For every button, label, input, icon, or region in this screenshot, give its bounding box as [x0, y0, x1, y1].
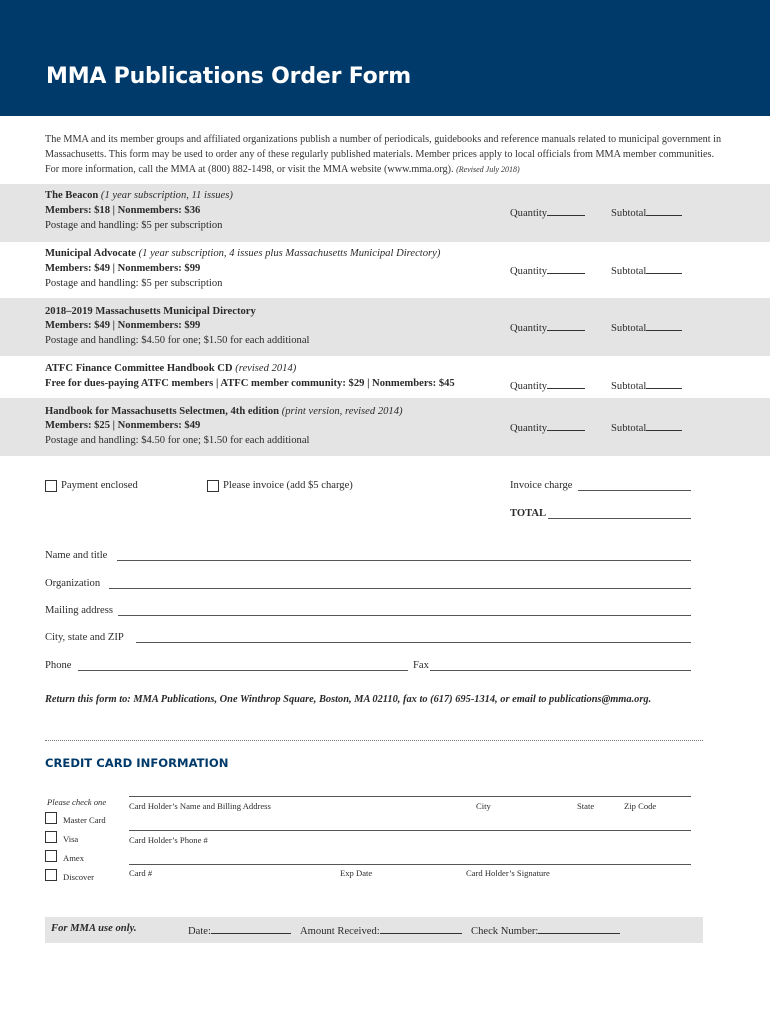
credit-card-title: CREDIT CARD INFORMATION	[45, 756, 229, 770]
total-field[interactable]	[548, 518, 691, 519]
check-one-label: Please check one	[47, 797, 107, 807]
pub-prices: Members: $49 | Nonmembers: $99	[45, 320, 201, 331]
visa-label: Visa	[63, 834, 79, 844]
holder-name-field[interactable]	[129, 796, 691, 797]
pub-title-line	[45, 363, 296, 374]
city-state-zip-label: City, state and ZIP	[45, 632, 124, 643]
pub-postage: Postage and handling: $5 per subscription	[45, 278, 223, 289]
pub-prices: Free for dues-paying ATFC members | ATFC member community: $29 | Nonmembers: $45	[45, 378, 455, 389]
mma-use-footer	[45, 917, 703, 943]
amex-checkbox[interactable]	[45, 850, 57, 862]
pub-note: (print version, revised 2014)	[281, 406, 403, 417]
publication-selectmen-handbook	[0, 398, 770, 456]
intro-paragraph	[45, 132, 725, 177]
cc-city-label: City	[476, 801, 491, 811]
holder-name-label: Card Holder’s Name and Billing Address	[129, 801, 271, 811]
pub-prices: Members: $18 | Nonmembers: $36	[45, 205, 201, 216]
subtotal-field[interactable]: Subtotal	[611, 420, 682, 434]
pub-title: ATFC Finance Committee Handbook CD	[45, 363, 233, 374]
discover-checkbox[interactable]	[45, 869, 57, 881]
holder-phone-field[interactable]	[129, 830, 691, 831]
pub-prices: Members: $25 | Nonmembers: $49	[45, 420, 201, 431]
holder-phone-label: Card Holder’s Phone #	[129, 835, 208, 845]
subtotal-field[interactable]: Subtotal	[611, 378, 682, 392]
signature-label: Card Holder’s Signature	[466, 868, 550, 878]
phone-label: Phone	[45, 660, 72, 671]
pub-prices: Members: $49 | Nonmembers: $99	[45, 263, 201, 274]
please-invoice-label: Please invoice (add $5 charge)	[223, 480, 353, 491]
master-card-checkbox[interactable]	[45, 812, 57, 824]
name-title-field[interactable]	[117, 560, 691, 561]
pub-title: 2018–2019 Massachusetts Municipal Directory	[45, 306, 256, 317]
intro-text: The MMA and its member groups and affiliated organizations publish a number of periodicals, guidebooks and reference manuals related to municipal government in Massachusetts. This form may be used to order any of these regularly published materials. Member prices apply to local officials from MMA member communities. For more information, call the MMA at (800) 882-1498, or visit the MMA website (www.mma.org).	[45, 134, 722, 175]
subtotal-field[interactable]: Subtotal	[611, 263, 682, 277]
footer-date-field[interactable]: Date:	[188, 923, 291, 937]
footer-check-field[interactable]: Check Number:	[471, 923, 620, 937]
publication-atfc-handbook	[0, 356, 770, 398]
pub-title-line	[45, 406, 403, 417]
pub-postage: Postage and handling: $4.50 for one; $1.50 for each additional	[45, 335, 310, 346]
quantity-field[interactable]: Quantity	[510, 205, 585, 219]
cc-state-label: State	[577, 801, 595, 811]
city-state-zip-field[interactable]	[136, 642, 691, 643]
please-invoice-checkbox[interactable]	[207, 480, 219, 492]
pub-postage: Postage and handling: $4.50 for one; $1.50 for each additional	[45, 435, 310, 446]
header-banner	[0, 0, 770, 116]
master-card-label: Master Card	[63, 815, 106, 825]
invoice-charge-field[interactable]	[578, 490, 691, 491]
phone-field[interactable]	[78, 670, 408, 671]
dotted-divider	[45, 740, 703, 741]
exp-date-label: Exp Date	[340, 868, 373, 878]
publication-beacon	[0, 184, 770, 242]
publication-municipal-advocate	[0, 242, 770, 298]
subtotal-field[interactable]: Subtotal	[611, 205, 682, 219]
pub-note: (1 year subscription, 4 issues plus Massachusetts Municipal Directory)	[138, 248, 441, 259]
name-title-label: Name and title	[45, 550, 108, 561]
quantity-field[interactable]: Quantity	[510, 263, 585, 277]
quantity-field[interactable]: Quantity	[510, 420, 585, 434]
pub-postage: Postage and handling: $5 per subscription	[45, 220, 223, 231]
pub-title: Municipal Advocate	[45, 248, 136, 259]
mma-use-label: For MMA use only.	[51, 923, 137, 934]
fax-field[interactable]	[430, 670, 691, 671]
revised-date: (Revised July 2018)	[456, 165, 520, 174]
quantity-field[interactable]: Quantity	[510, 378, 585, 392]
organization-label: Organization	[45, 578, 101, 589]
cc-zip-label: Zip Code	[624, 801, 657, 811]
pub-title-line	[45, 190, 233, 201]
discover-label: Discover	[63, 872, 95, 882]
subtotal-field[interactable]: Subtotal	[611, 320, 682, 334]
pub-note: (1 year subscription, 11 issues)	[100, 190, 233, 201]
pub-note: (revised 2014)	[235, 363, 297, 374]
payment-enclosed-checkbox[interactable]	[45, 480, 57, 492]
pub-title: Handbook for Massachusetts Selectmen, 4th edition	[45, 406, 280, 417]
card-number-field[interactable]	[129, 864, 691, 865]
mailing-address-label: Mailing address	[45, 605, 113, 616]
amex-label: Amex	[63, 853, 85, 863]
total-label: TOTAL	[510, 508, 547, 519]
payment-enclosed-label: Payment enclosed	[61, 480, 138, 491]
mailing-address-field[interactable]	[118, 615, 691, 616]
return-instructions: Return this form to: MMA Publications, One Winthrop Square, Boston, MA 02110, fax to (617) 695-1314, or email to publications@mma.org.	[45, 694, 652, 705]
invoice-charge-label: Invoice charge	[510, 480, 573, 491]
page-title: MMA Publications Order Form	[46, 64, 411, 89]
publication-directory	[0, 298, 770, 356]
visa-checkbox[interactable]	[45, 831, 57, 843]
quantity-field[interactable]: Quantity	[510, 320, 585, 334]
card-number-label: Card #	[129, 868, 153, 878]
organization-field[interactable]	[109, 588, 691, 589]
pub-title-line	[45, 248, 440, 259]
pub-title: The Beacon	[45, 190, 99, 201]
fax-label: Fax	[413, 660, 429, 671]
footer-amount-field[interactable]: Amount Received:	[300, 923, 462, 937]
